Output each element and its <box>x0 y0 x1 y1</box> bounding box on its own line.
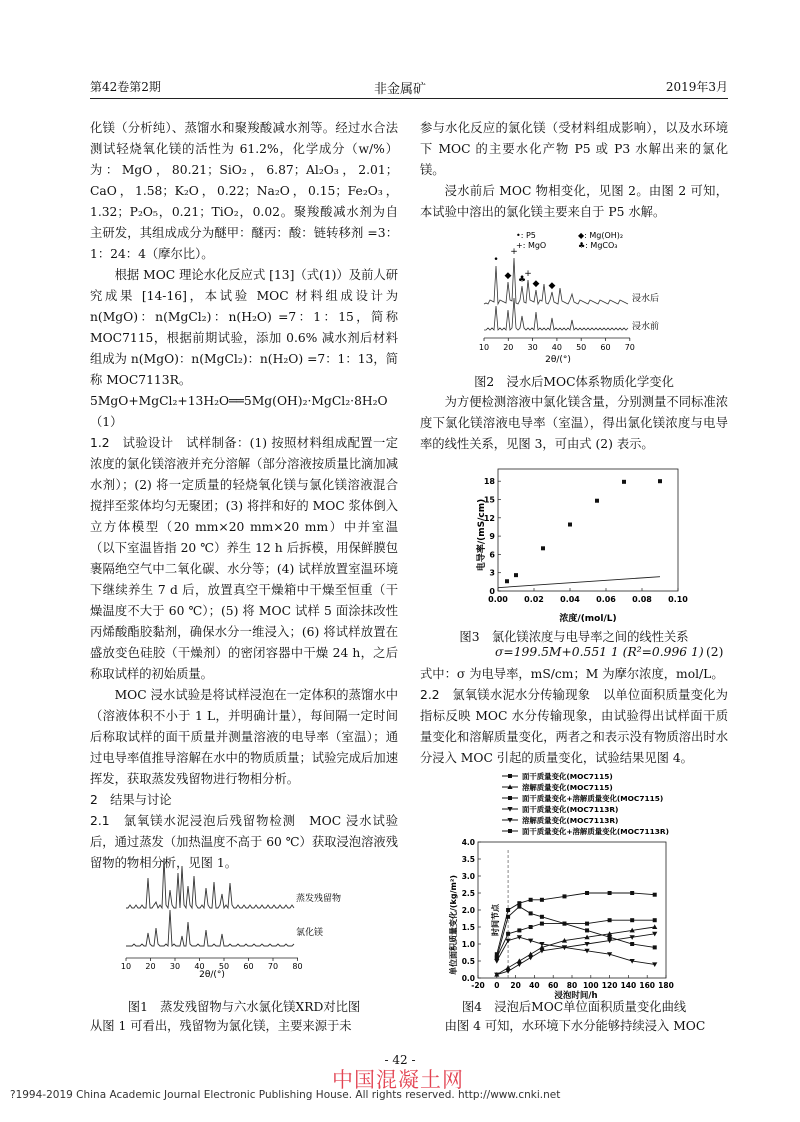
xrd-line-after <box>484 258 628 304</box>
series-point <box>585 928 589 932</box>
equation-2-number: (2) <box>706 645 724 659</box>
series-line <box>497 927 655 975</box>
x-tick-label: 100 <box>582 981 599 990</box>
peak-marker: ♣ <box>517 275 527 285</box>
legend-entry: 面干质量变化+溶解质量变化(MOC7115) <box>522 794 664 803</box>
x-tick-label: 70 <box>267 962 279 971</box>
legend-entry: 溶解质量变化(MOC7113R) <box>522 816 619 825</box>
series-point <box>585 922 589 926</box>
peak-marker: + <box>524 269 532 279</box>
figure-1-caption: 图1 蒸发残留物与六水氯化镁XRD对比图 <box>127 1000 361 1014</box>
figure-2-caption: 图2 浸水后MOC体系物质化学变化 <box>474 375 674 389</box>
y-tick-label: 1.5 <box>461 923 475 932</box>
y-tick-label: 15 <box>483 495 495 505</box>
y-tick-label: 4.0 <box>461 838 475 847</box>
series-point <box>540 898 544 902</box>
series-point <box>653 893 657 897</box>
series-point <box>505 939 510 944</box>
x-tick-label: 50 <box>576 343 587 352</box>
page-number: - 42 - <box>384 1053 416 1067</box>
section-heading: 1.2 试验设计 <box>90 436 174 450</box>
legend-mgoh2: ◆: Mg(OH)₂ <box>578 231 624 240</box>
x-tick-label: 20 <box>145 962 156 971</box>
label-after: 浸水后 <box>632 294 660 304</box>
copyright-footer: ?1994-2019 China Academic Journal Electronic Publishing House. All rights reserved. http://www.cnki.net <box>10 1089 561 1101</box>
x-tick-label: 50 <box>218 962 230 971</box>
figure-2-xrd <box>478 226 698 366</box>
series-point <box>652 962 657 967</box>
series-point <box>630 891 634 895</box>
x-axis-label: 浓度/(mol/L) <box>559 614 617 624</box>
series-point <box>506 932 510 936</box>
time-node-annotation: 时间节点 <box>491 904 500 936</box>
y-tick-label: 2.5 <box>461 889 475 898</box>
xrd-after-trace <box>484 258 628 304</box>
legend-entry: 面干质量变化+溶解质量变化(MOC7113R) <box>522 827 669 836</box>
legend-mgo: +: MgO <box>516 241 547 250</box>
series-point <box>517 901 521 905</box>
y-tick-label: 6 <box>489 550 495 560</box>
watermark: 中国混凝土网 <box>332 1068 464 1092</box>
y-tick-label: 2.0 <box>461 906 475 915</box>
paragraph <box>420 685 728 769</box>
paragraph: 化镁（分析纯）、蒸馏水和聚羧酸减水剂等。经过水合法测试轻烧氧化镁的活性为 61.2%，化学成分（w/%）为：MgO，80.21；SiO₂，6.87；Al₂O₃，2.01；CaO，1.58；K₂O，0.22；Na₂O，0.15；Fe₂O₃，1.32；P₂O₅，0.21；TiO₂，0.02。聚羧酸减水剂为自主研发，其组成成分为醚甲：醚丙：酸：链转移剂 =3：1：24：4（摩尔比）。 <box>90 121 398 261</box>
series-point <box>540 922 544 926</box>
paragraph: 参与水化反应的氯化镁（受材料组成影响），以及水环境下 MOC 的主要水化产物 P5 或 P3 水解出来的氯化镁。 <box>420 121 728 177</box>
x-tick-label: 120 <box>601 981 618 990</box>
series-point <box>562 922 566 926</box>
fit-line <box>498 577 660 588</box>
paragraph: 为方便检测溶液中氯化镁含量，分别测量不同标准浓度下氯化镁溶液电导率（室温），得出氯化镁浓度与电导率的线性关系，见图 3，可由式 (2) 表示。 <box>420 395 728 451</box>
x-tick-label: 0.00 <box>488 595 508 604</box>
series-line <box>497 934 655 975</box>
y-tick-label: 9 <box>489 532 495 542</box>
right-column <box>420 118 728 223</box>
series-point <box>540 915 544 919</box>
equation-1: 5MgO+MgCl₂+13H₂O══5Mg(OH)₂·MgCl₂·8H₂O （1） <box>90 394 388 429</box>
xrd-line-residue <box>126 858 294 908</box>
section-body: MOC 浸水试验后，通过蒸发（加热温度不高于 60 ℃）获取浸泡溶液残留物的物相分析，见图 1。 <box>90 814 398 870</box>
x-tick-label: 80 <box>292 962 303 971</box>
series-point <box>517 928 521 932</box>
label-top: 蒸发残留物 <box>296 894 342 904</box>
series-point <box>652 924 657 929</box>
series-point <box>528 952 533 957</box>
paragraph: 浸水前后 MOC 物相变化，见图 2。由图 2 可知，本试验中溶出的氯化镁主要来自于 P5 水解。 <box>420 184 728 219</box>
series-point <box>517 958 522 963</box>
legend-marker <box>508 774 512 778</box>
series-point <box>506 908 510 912</box>
series-point <box>562 894 566 898</box>
section-body: 试样制备：(1) 按照材料组成配置一定浓度的氯化镁溶液并充分溶解（部分溶液按质量比滴加减水剂）；(2) 将一定质量的轻烧氧化镁与氯化镁溶液混合搅拌至浆体均匀无聚团；(3) 将拌和好的 MOC 浆体倒入立方体模型（20 mm×20 mm×20 mm）中并室温（以下室温皆指 20 ℃）养生 12 h 后拆模，用保鲜膜包裹隔绝空气中二氧化碳、水分等；(4) 试样放置室温环境下继续养生 7 d 后，放置真空干燥箱中干燥至恒重（干燥温度不大于 60 ℃）；(5) 将 MOC 试样 5 面涂抹改性丙烯酸酯胶黏剂，确保水分一维浸入；(6) 将试样放置在盛放变色硅胶（干燥剂）的密闭容器中干燥 24 h，之后称取试样的初始质量。 <box>90 436 398 681</box>
y-tick-label: 0.0 <box>461 974 475 983</box>
series-point <box>529 898 533 902</box>
label-bottom: 氯化镁 <box>296 928 324 938</box>
x-tick-label: 30 <box>527 343 538 352</box>
x-tick-label: 180 <box>658 981 674 990</box>
y-axis-label: 电导率/(mS/cm) <box>477 498 487 572</box>
x-tick-label: 40 <box>529 981 540 990</box>
peak-markers <box>493 247 555 291</box>
x-axis-label: 2θ/(°) <box>545 355 571 365</box>
x-tick-label: 10 <box>120 962 132 971</box>
series-point <box>517 962 522 967</box>
x-tick-label: 60 <box>547 981 559 990</box>
paragraph: 式中：σ 为电导率，mS/cm；M 为摩尔浓度，mol/L。 <box>420 667 724 681</box>
paragraph: 根据 MOC 理论水化反应式 [13]（式(1)）及前人研究成果 [14-16]，本试验 MOC 材料组成设计为 n(MgO)：n(MgCl₂)：n(H₂O) =7：1：15，简称 MOC7115，根据前期试验，添加 0.6% 减水剂后材料组成为 n(MgO)：n(MgCl₂)：n(H₂O) =7：1：13，简称 MOC7113R。 <box>90 268 398 387</box>
y-tick-label: 1.0 <box>461 940 475 949</box>
series-point <box>653 918 657 922</box>
label-before: 浸水前 <box>632 322 660 332</box>
legend-marker <box>508 829 512 833</box>
header-rule <box>90 98 728 99</box>
x-tick-label: 0.06 <box>596 595 616 604</box>
paragraph: 由图 4 可知，水环境下水分能够持续浸入 MOC <box>444 1019 706 1033</box>
right-column-end <box>420 1016 728 1037</box>
left-column <box>90 118 398 874</box>
peak-marker: + <box>510 247 518 257</box>
equation-2: σ=199.5M+0.551 1 (R²=0.996 1) <box>495 645 704 659</box>
right-column-mid <box>420 392 728 455</box>
y-axis-label: 单位面积质量变化/(kg/m²) <box>449 874 458 976</box>
y-tick-label: 3.5 <box>461 855 475 864</box>
section-heading: 2.2 氯氧镁水泥水分传输现象 <box>420 688 591 702</box>
x-axis-label: 浸泡时间/h <box>554 991 598 1001</box>
data-point <box>622 480 626 484</box>
issue-date: 2019年3月 <box>665 80 728 94</box>
x-tick-label: 60 <box>243 962 254 971</box>
peak-marker: ◆ <box>504 271 512 281</box>
legend-mgco3: ♣: MgCO₃ <box>578 241 618 250</box>
x-tick-label: 0.10 <box>668 595 688 604</box>
x-tick-label: 30 <box>169 962 181 971</box>
series-point <box>539 949 544 954</box>
x-tick-label: 0.02 <box>524 595 544 604</box>
y-tick-label: 0.5 <box>461 957 475 966</box>
paragraph: 从图 1 可看出，残留物为氯化镁，主要来源于未 <box>90 1019 352 1033</box>
y-tick-label: 18 <box>483 477 495 487</box>
paragraph: MOC 浸水试验是将试样浸泡在一定体积的蒸馏水中（溶液体积不小于 1 L，并明确计量），每间隔一定时间后称取试样的面干质量并测量溶液的电导率（室温）；通过电导率值推导溶解在水中的物质质量；试验完成后加速挥发，获取蒸发残留物进行物相分析。 <box>90 688 398 786</box>
peak-marker: ◆ <box>548 281 556 291</box>
x-tick-label: 0 <box>494 981 500 990</box>
legend-p5: •: P5 <box>516 231 536 240</box>
figure-3-scatter <box>470 465 688 624</box>
series-point <box>494 959 499 964</box>
figure-4-line-chart <box>440 770 690 1000</box>
series-point <box>585 891 589 895</box>
x-tick-label: 60 <box>600 343 611 352</box>
x-tick-label: -20 <box>471 981 485 990</box>
legend-entry: 面干质量变化(MOC7113R) <box>522 805 619 814</box>
left-column-end <box>90 1016 398 1037</box>
y-tick-label: 3.0 <box>461 872 475 881</box>
plot-frame <box>498 469 678 591</box>
data-point <box>514 573 518 577</box>
series-point <box>495 956 499 960</box>
figure-3-caption: 图3 氯化镁浓度与电导率之间的线性关系 <box>459 630 689 644</box>
journal-title: 非金属矿 <box>373 82 426 97</box>
xrd-line-mgcl2 <box>126 910 294 946</box>
xrd-bottom-trace <box>126 910 294 946</box>
data-point <box>568 523 572 527</box>
series-point <box>630 942 634 946</box>
data-point <box>541 546 545 550</box>
series-point <box>608 918 612 922</box>
x-tick-label: 70 <box>624 343 635 352</box>
section-heading: 2 结果与讨论 <box>90 793 172 807</box>
data-point <box>595 499 599 503</box>
x-tick-label: 20 <box>510 981 521 990</box>
legend-marker <box>508 796 512 800</box>
figure-4-caption: 图4 浸泡后MOC单位面积质量变化曲线 <box>461 1000 687 1014</box>
xrd-top-trace <box>126 858 294 908</box>
y-tick-label: 12 <box>483 513 495 523</box>
x-tick-label: 20 <box>503 343 514 352</box>
paragraph <box>90 433 398 685</box>
peak-marker: ◆ <box>532 279 540 289</box>
figure-1-xrd <box>118 838 368 978</box>
legend-entry: 溶解质量变化(MOC7115) <box>522 783 613 792</box>
x-tick-label: 80 <box>566 981 578 990</box>
peak-marker: • <box>493 255 499 265</box>
data-point <box>658 479 662 483</box>
journal-volume: 第42卷第2期 <box>90 80 161 94</box>
series-point <box>529 925 533 929</box>
x-tick-label: 140 <box>620 981 637 990</box>
x-tick-label: 40 <box>194 962 205 971</box>
data-point <box>505 579 509 583</box>
series-point <box>653 945 657 949</box>
x-tick-label: 0.08 <box>632 595 652 604</box>
x-tick-label: 160 <box>639 981 656 990</box>
series-point <box>528 956 533 961</box>
legend-entry: 面干质量变化(MOC7115) <box>522 772 613 781</box>
series-point <box>505 965 510 970</box>
right-column-lower <box>420 664 728 769</box>
x-tick-label: 40 <box>551 343 562 352</box>
x-tick-label: 0.04 <box>560 595 580 604</box>
series-point <box>529 911 533 915</box>
y-tick-label: 0 <box>489 587 495 596</box>
series-point <box>630 918 634 922</box>
section-body: 以单位面积质量变化为指标反映 MOC 水分传输现象，由试验得出试样面干质量变化和溶解质量变化，两者之和表示没有物质溶出时水分浸入 MOC 引起的质量变化，试验结果见图 4。 <box>420 688 728 765</box>
x-tick-label: 10 <box>478 343 490 352</box>
y-tick-label: 3 <box>489 568 495 578</box>
x-axis-label: 2θ/(°) <box>199 970 225 980</box>
section-heading: 2.1 氯氧镁水泥浸泡后残留物检测 <box>90 814 296 828</box>
series-point <box>608 891 612 895</box>
